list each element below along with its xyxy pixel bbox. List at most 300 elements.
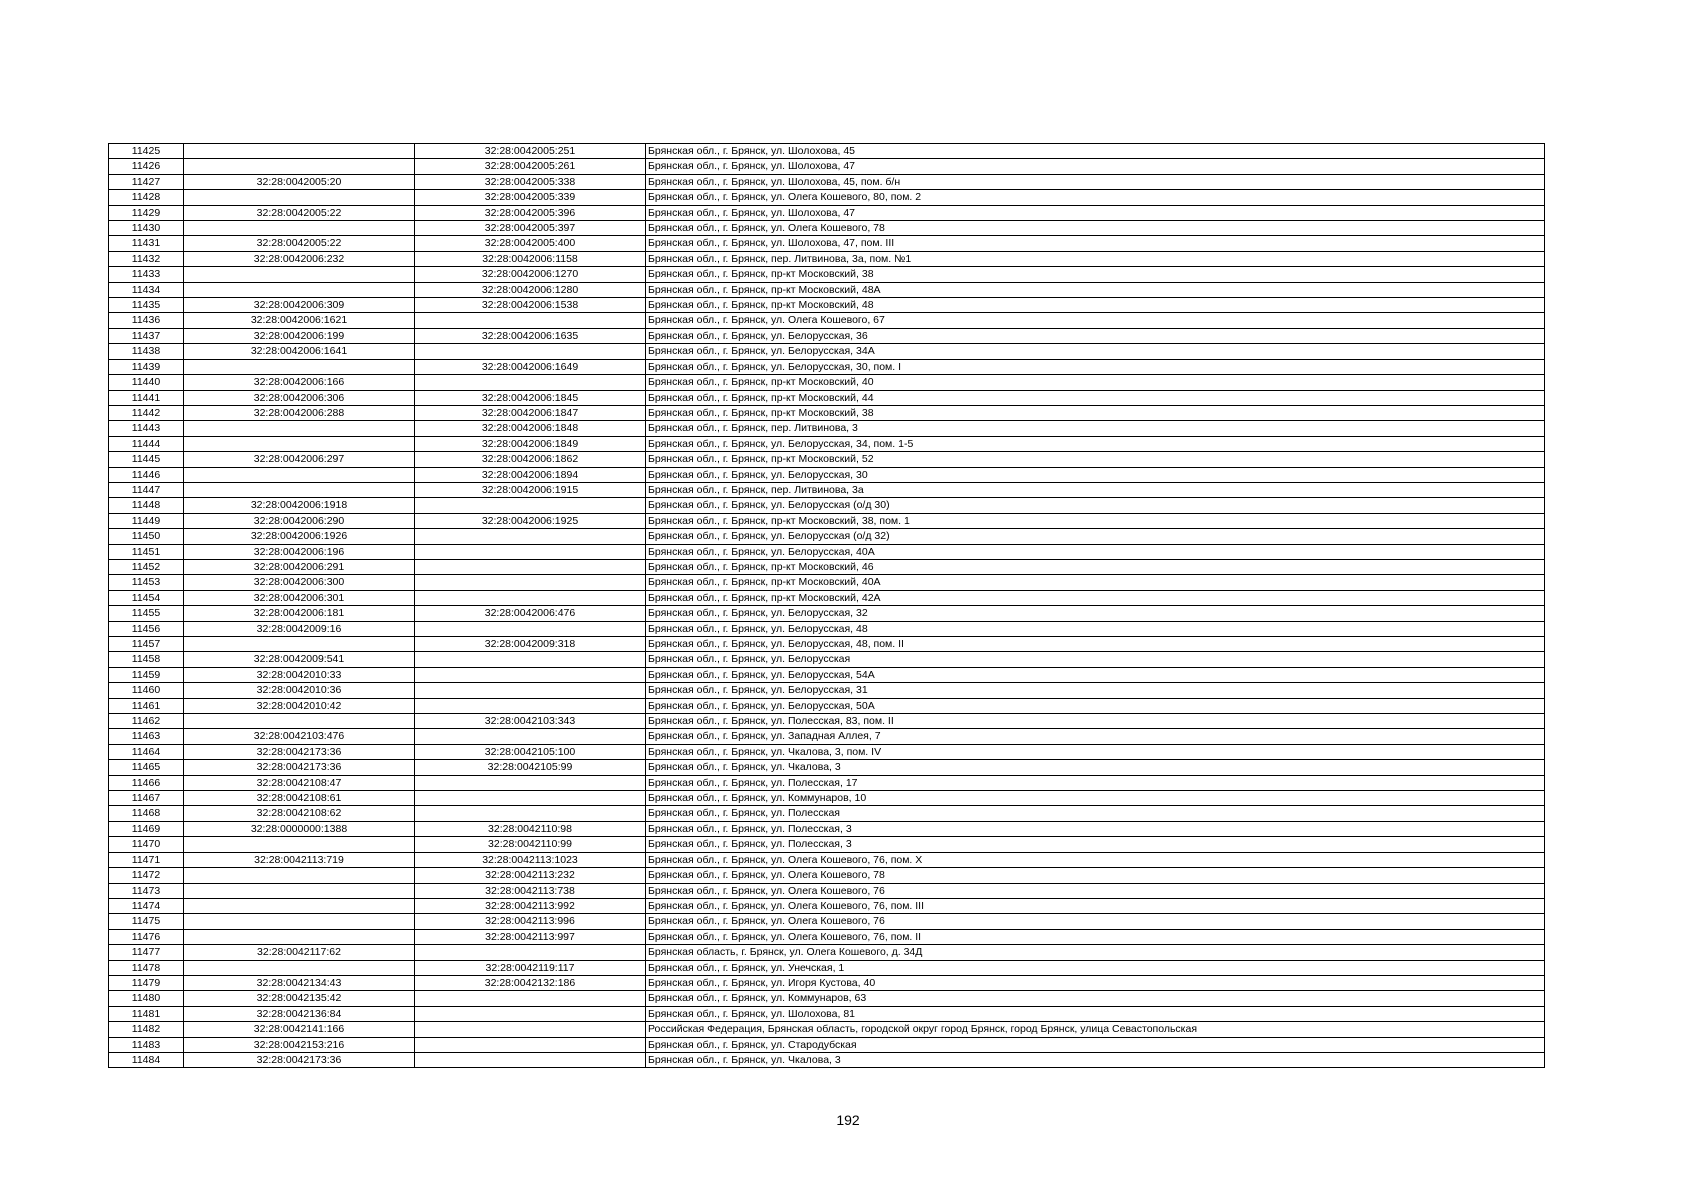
parcel-number-cell: 32:28:0042006:1918 xyxy=(184,498,415,513)
table-row xyxy=(109,837,1545,852)
row-number-cell: 11453 xyxy=(109,575,184,590)
table-row xyxy=(109,683,1545,698)
object-number-cell: 32:28:0042113:738 xyxy=(415,883,646,898)
object-number-cell xyxy=(415,559,646,574)
address-cell: Брянская обл., г. Брянск, ул. Белорусская, 34, пом. 1-5 xyxy=(646,436,1545,451)
address-cell: Брянская обл., г. Брянск, пр-кт Московский, 52 xyxy=(646,452,1545,467)
row-number-cell: 11482 xyxy=(109,1022,184,1037)
parcel-number-cell xyxy=(184,421,415,436)
table-row xyxy=(109,513,1545,528)
object-number-cell: 32:28:0042006:1845 xyxy=(415,390,646,405)
address-cell: Брянская обл., г. Брянск, ул. Олега Кошевого, 78 xyxy=(646,868,1545,883)
row-number-cell: 11435 xyxy=(109,298,184,313)
row-number-cell: 11445 xyxy=(109,452,184,467)
table-row xyxy=(109,714,1545,729)
table-row xyxy=(109,729,1545,744)
parcel-number-cell: 32:28:0042006:297 xyxy=(184,452,415,467)
address-cell: Брянская обл., г. Брянск, ул. Олега Кошевого, 76, пом. II xyxy=(646,929,1545,944)
page-number: 192 xyxy=(836,1112,860,1128)
row-number-cell: 11460 xyxy=(109,683,184,698)
object-number-cell xyxy=(415,683,646,698)
object-number-cell: 32:28:0042105:100 xyxy=(415,744,646,759)
object-number-cell: 32:28:0042006:1915 xyxy=(415,482,646,497)
table-row xyxy=(109,174,1545,189)
address-cell: Брянская обл., г. Брянск, ул. Белорусская, 54А xyxy=(646,667,1545,682)
parcel-number-cell xyxy=(184,868,415,883)
parcel-number-cell xyxy=(184,144,415,159)
address-cell: Брянская обл., г. Брянск, ул. Коммунаров, 63 xyxy=(646,991,1545,1006)
row-number-cell: 11451 xyxy=(109,544,184,559)
row-number-cell: 11480 xyxy=(109,991,184,1006)
row-number-cell: 11444 xyxy=(109,436,184,451)
address-cell: Брянская обл., г. Брянск, ул. Шолохова, 47 xyxy=(646,159,1545,174)
row-number-cell: 11483 xyxy=(109,1037,184,1052)
object-number-cell: 32:28:0042005:261 xyxy=(415,159,646,174)
address-cell: Брянская обл., г. Брянск, ул. Полесская, 83, пом. II xyxy=(646,714,1545,729)
table-row xyxy=(109,590,1545,605)
address-cell: Брянская обл., г. Брянск, ул. Чкалова, 3, пом. IV xyxy=(646,744,1545,759)
object-number-cell xyxy=(415,945,646,960)
table-row xyxy=(109,898,1545,913)
object-number-cell: 32:28:0042006:1925 xyxy=(415,513,646,528)
table-row xyxy=(109,467,1545,482)
address-cell: Брянская обл., г. Брянск, ул. Коммунаров, 10 xyxy=(646,791,1545,806)
table-row xyxy=(109,606,1545,621)
row-number-cell: 11478 xyxy=(109,960,184,975)
object-number-cell xyxy=(415,529,646,544)
row-number-cell: 11455 xyxy=(109,606,184,621)
table-row xyxy=(109,375,1545,390)
parcel-number-cell: 32:28:0042108:62 xyxy=(184,806,415,821)
parcel-number-cell: 32:28:0042005:22 xyxy=(184,236,415,251)
property-table xyxy=(108,143,1545,1068)
address-cell: Брянская область, г. Брянск, ул. Олега Кошевого, д. 34Д xyxy=(646,945,1545,960)
table-row xyxy=(109,791,1545,806)
object-number-cell xyxy=(415,1006,646,1021)
object-number-cell xyxy=(415,1037,646,1052)
parcel-number-cell: 32:28:0042006:199 xyxy=(184,328,415,343)
address-cell: Брянская обл., г. Брянск, ул. Белорусская, 30 xyxy=(646,467,1545,482)
address-cell: Брянская обл., г. Брянск, пр-кт Московский, 48 xyxy=(646,298,1545,313)
address-cell: Брянская обл., г. Брянск, пр-кт Московский, 38 xyxy=(646,267,1545,282)
object-number-cell xyxy=(415,498,646,513)
row-number-cell: 11454 xyxy=(109,590,184,605)
address-cell: Брянская обл., г. Брянск, ул. Чкалова, 3 xyxy=(646,760,1545,775)
address-cell: Брянская обл., г. Брянск, ул. Чкалова, 3 xyxy=(646,1052,1545,1067)
address-cell: Брянская обл., г. Брянск, ул. Олега Кошевого, 78 xyxy=(646,221,1545,236)
parcel-number-cell xyxy=(184,837,415,852)
row-number-cell: 11457 xyxy=(109,637,184,652)
address-cell: Брянская обл., г. Брянск, пр-кт Московский, 44 xyxy=(646,390,1545,405)
parcel-number-cell xyxy=(184,282,415,297)
parcel-number-cell: 32:28:0042006:306 xyxy=(184,390,415,405)
address-cell: Брянская обл., г. Брянск, ул. Белорусская, 30, пом. I xyxy=(646,359,1545,374)
row-number-cell: 11437 xyxy=(109,328,184,343)
object-number-cell: 32:28:0042113:992 xyxy=(415,898,646,913)
parcel-number-cell xyxy=(184,482,415,497)
object-number-cell xyxy=(415,575,646,590)
table-row xyxy=(109,282,1545,297)
parcel-number-cell: 32:28:0042006:301 xyxy=(184,590,415,605)
object-number-cell: 32:28:0042113:996 xyxy=(415,914,646,929)
row-number-cell: 11468 xyxy=(109,806,184,821)
address-cell: Брянская обл., г. Брянск, пр-кт Московский, 40А xyxy=(646,575,1545,590)
row-number-cell: 11433 xyxy=(109,267,184,282)
table-row xyxy=(109,868,1545,883)
object-number-cell xyxy=(415,375,646,390)
object-number-cell xyxy=(415,313,646,328)
parcel-number-cell xyxy=(184,359,415,374)
row-number-cell: 11441 xyxy=(109,390,184,405)
object-number-cell xyxy=(415,1022,646,1037)
table-row xyxy=(109,236,1545,251)
parcel-number-cell: 32:28:0042136:84 xyxy=(184,1006,415,1021)
row-number-cell: 11425 xyxy=(109,144,184,159)
row-number-cell: 11428 xyxy=(109,190,184,205)
address-cell: Брянская обл., г. Брянск, ул. Шолохова, 47, пом. III xyxy=(646,236,1545,251)
parcel-number-cell: 32:28:0042006:181 xyxy=(184,606,415,621)
table-row xyxy=(109,652,1545,667)
object-number-cell xyxy=(415,991,646,1006)
address-cell: Брянская обл., г. Брянск, ул. Полесская xyxy=(646,806,1545,821)
address-cell: Брянская обл., г. Брянск, ул. Унечская, 1 xyxy=(646,960,1545,975)
row-number-cell: 11446 xyxy=(109,467,184,482)
table-row xyxy=(109,1052,1545,1067)
object-number-cell: 32:28:0042006:1862 xyxy=(415,452,646,467)
parcel-number-cell xyxy=(184,267,415,282)
table-row xyxy=(109,344,1545,359)
object-number-cell: 32:28:0042113:1023 xyxy=(415,852,646,867)
table-row xyxy=(109,806,1545,821)
row-number-cell: 11466 xyxy=(109,775,184,790)
table-row xyxy=(109,929,1545,944)
parcel-number-cell: 32:28:0042006:232 xyxy=(184,251,415,266)
object-number-cell xyxy=(415,590,646,605)
parcel-number-cell xyxy=(184,714,415,729)
address-cell: Брянская обл., г. Брянск, ул. Шолохова, 81 xyxy=(646,1006,1545,1021)
address-cell: Брянская обл., г. Брянск, ул. Шолохова, 47 xyxy=(646,205,1545,220)
parcel-number-cell: 32:28:0042009:541 xyxy=(184,652,415,667)
parcel-number-cell: 32:28:0042006:1621 xyxy=(184,313,415,328)
parcel-number-cell: 32:28:0042006:309 xyxy=(184,298,415,313)
row-number-cell: 11477 xyxy=(109,945,184,960)
table-row xyxy=(109,267,1545,282)
parcel-number-cell: 32:28:0042173:36 xyxy=(184,1052,415,1067)
object-number-cell: 32:28:0042006:1849 xyxy=(415,436,646,451)
parcel-number-cell: 32:28:0042006:1926 xyxy=(184,529,415,544)
object-number-cell: 32:28:0042119:117 xyxy=(415,960,646,975)
row-number-cell: 11450 xyxy=(109,529,184,544)
table-row xyxy=(109,760,1545,775)
parcel-number-cell xyxy=(184,929,415,944)
table-row xyxy=(109,205,1545,220)
parcel-number-cell xyxy=(184,960,415,975)
row-number-cell: 11449 xyxy=(109,513,184,528)
row-number-cell: 11440 xyxy=(109,375,184,390)
table-row xyxy=(109,390,1545,405)
row-number-cell: 11464 xyxy=(109,744,184,759)
object-number-cell: 32:28:0042105:99 xyxy=(415,760,646,775)
address-cell: Брянская обл., г. Брянск, ул. Белорусская xyxy=(646,652,1545,667)
address-cell: Брянская обл., г. Брянск, ул. Шолохова, 45 xyxy=(646,144,1545,159)
table-row xyxy=(109,144,1545,159)
object-number-cell: 32:28:0042005:251 xyxy=(415,144,646,159)
address-cell: Брянская обл., г. Брянск, пер. Литвинова, 3 xyxy=(646,421,1545,436)
row-number-cell: 11429 xyxy=(109,205,184,220)
row-number-cell: 11427 xyxy=(109,174,184,189)
parcel-number-cell: 32:28:0042010:33 xyxy=(184,667,415,682)
table-row xyxy=(109,698,1545,713)
parcel-number-cell xyxy=(184,883,415,898)
row-number-cell: 11438 xyxy=(109,344,184,359)
table-row xyxy=(109,914,1545,929)
row-number-cell: 11461 xyxy=(109,698,184,713)
row-number-cell: 11443 xyxy=(109,421,184,436)
table-row xyxy=(109,405,1545,420)
row-number-cell: 11471 xyxy=(109,852,184,867)
object-number-cell xyxy=(415,775,646,790)
address-cell: Брянская обл., г. Брянск, ул. Полесская, 3 xyxy=(646,837,1545,852)
object-number-cell: 32:28:0042006:1538 xyxy=(415,298,646,313)
parcel-number-cell xyxy=(184,159,415,174)
property-table-body xyxy=(109,144,1545,1068)
address-cell: Брянская обл., г. Брянск, ул. Игоря Кустова, 40 xyxy=(646,975,1545,990)
parcel-number-cell xyxy=(184,898,415,913)
row-number-cell: 11456 xyxy=(109,621,184,636)
object-number-cell: 32:28:0042110:99 xyxy=(415,837,646,852)
object-number-cell xyxy=(415,667,646,682)
parcel-number-cell xyxy=(184,221,415,236)
table-row xyxy=(109,498,1545,513)
object-number-cell: 32:28:0042005:339 xyxy=(415,190,646,205)
parcel-number-cell: 32:28:0042153:216 xyxy=(184,1037,415,1052)
address-cell: Брянская обл., г. Брянск, пер. Литвинова, 3а, пом. №1 xyxy=(646,251,1545,266)
parcel-number-cell: 32:28:0042006:166 xyxy=(184,375,415,390)
address-cell: Брянская обл., г. Брянск, ул. Белорусская, 34А xyxy=(646,344,1545,359)
row-number-cell: 11479 xyxy=(109,975,184,990)
parcel-number-cell: 32:28:0042135:42 xyxy=(184,991,415,1006)
row-number-cell: 11459 xyxy=(109,667,184,682)
table-row xyxy=(109,621,1545,636)
row-number-cell: 11474 xyxy=(109,898,184,913)
row-number-cell: 11470 xyxy=(109,837,184,852)
object-number-cell xyxy=(415,791,646,806)
address-cell: Брянская обл., г. Брянск, пр-кт Московский, 46 xyxy=(646,559,1545,574)
address-cell: Брянская обл., г. Брянск, пр-кт Московский, 42А xyxy=(646,590,1545,605)
address-cell: Брянская обл., г. Брянск, пр-кт Московский, 48А xyxy=(646,282,1545,297)
object-number-cell: 32:28:0042006:1270 xyxy=(415,267,646,282)
address-cell: Брянская обл., г. Брянск, пр-кт Московский, 38, пом. 1 xyxy=(646,513,1545,528)
table-row xyxy=(109,482,1545,497)
parcel-number-cell: 32:28:0042009:16 xyxy=(184,621,415,636)
address-cell: Брянская обл., г. Брянск, ул. Полесская, 3 xyxy=(646,821,1545,836)
table-row xyxy=(109,328,1545,343)
row-number-cell: 11462 xyxy=(109,714,184,729)
address-cell: Брянская обл., г. Брянск, ул. Олега Кошевого, 76, пом. III xyxy=(646,898,1545,913)
parcel-number-cell: 32:28:0000000:1388 xyxy=(184,821,415,836)
row-number-cell: 11436 xyxy=(109,313,184,328)
table-row xyxy=(109,1037,1545,1052)
table-row xyxy=(109,883,1545,898)
parcel-number-cell: 32:28:0042173:36 xyxy=(184,744,415,759)
parcel-number-cell: 32:28:0042113:719 xyxy=(184,852,415,867)
address-cell: Брянская обл., г. Брянск, ул. Западная Аллея, 7 xyxy=(646,729,1545,744)
object-number-cell: 32:28:0042006:1158 xyxy=(415,251,646,266)
object-number-cell xyxy=(415,698,646,713)
parcel-number-cell: 32:28:0042010:42 xyxy=(184,698,415,713)
parcel-number-cell xyxy=(184,637,415,652)
parcel-number-cell: 32:28:0042141:166 xyxy=(184,1022,415,1037)
parcel-number-cell: 32:28:0042006:300 xyxy=(184,575,415,590)
parcel-number-cell: 32:28:0042005:20 xyxy=(184,174,415,189)
object-number-cell: 32:28:0042006:476 xyxy=(415,606,646,621)
table-row xyxy=(109,852,1545,867)
address-cell: Брянская обл., г. Брянск, ул. Белорусская (о/д 30) xyxy=(646,498,1545,513)
object-number-cell xyxy=(415,652,646,667)
object-number-cell: 32:28:0042006:1280 xyxy=(415,282,646,297)
parcel-number-cell: 32:28:0042006:291 xyxy=(184,559,415,574)
row-number-cell: 11472 xyxy=(109,868,184,883)
table-row xyxy=(109,559,1545,574)
object-number-cell: 32:28:0042006:1649 xyxy=(415,359,646,374)
row-number-cell: 11430 xyxy=(109,221,184,236)
parcel-number-cell: 32:28:0042006:1641 xyxy=(184,344,415,359)
row-number-cell: 11469 xyxy=(109,821,184,836)
table-row xyxy=(109,1022,1545,1037)
object-number-cell xyxy=(415,544,646,559)
table-row xyxy=(109,821,1545,836)
address-cell: Брянская обл., г. Брянск, ул. Олега Кошевого, 76 xyxy=(646,883,1545,898)
object-number-cell: 32:28:0042113:997 xyxy=(415,929,646,944)
table-row xyxy=(109,251,1545,266)
address-cell: Брянская обл., г. Брянск, ул. Белорусская, 40А xyxy=(646,544,1545,559)
object-number-cell: 32:28:0042006:1635 xyxy=(415,328,646,343)
table-row xyxy=(109,744,1545,759)
parcel-number-cell: 32:28:0042005:22 xyxy=(184,205,415,220)
table-row xyxy=(109,529,1545,544)
address-cell: Брянская обл., г. Брянск, ул. Олега Кошевого, 76 xyxy=(646,914,1545,929)
parcel-number-cell: 32:28:0042117:62 xyxy=(184,945,415,960)
address-cell: Российская Федерация, Брянская область, городской округ город Брянск, город Брянск, улица Севастопольская xyxy=(646,1022,1545,1037)
row-number-cell: 11475 xyxy=(109,914,184,929)
row-number-cell: 11476 xyxy=(109,929,184,944)
table-row xyxy=(109,190,1545,205)
parcel-number-cell: 32:28:0042134:43 xyxy=(184,975,415,990)
address-cell: Брянская обл., г. Брянск, ул. Олега Кошевого, 80, пом. 2 xyxy=(646,190,1545,205)
table-row xyxy=(109,436,1545,451)
table-row xyxy=(109,667,1545,682)
row-number-cell: 11434 xyxy=(109,282,184,297)
address-cell: Брянская обл., г. Брянск, ул. Шолохова, 45, пом. б/н xyxy=(646,174,1545,189)
table-row xyxy=(109,159,1545,174)
table-row xyxy=(109,544,1545,559)
table-row xyxy=(109,991,1545,1006)
object-number-cell xyxy=(415,729,646,744)
object-number-cell: 32:28:0042005:397 xyxy=(415,221,646,236)
parcel-number-cell xyxy=(184,190,415,205)
row-number-cell: 11458 xyxy=(109,652,184,667)
table-row xyxy=(109,960,1545,975)
parcel-number-cell: 32:28:0042103:476 xyxy=(184,729,415,744)
address-cell: Брянская обл., г. Брянск, ул. Белорусская, 48 xyxy=(646,621,1545,636)
object-number-cell: 32:28:0042006:1894 xyxy=(415,467,646,482)
table-row xyxy=(109,945,1545,960)
object-number-cell: 32:28:0042113:232 xyxy=(415,868,646,883)
address-cell: Брянская обл., г. Брянск, пр-кт Московский, 40 xyxy=(646,375,1545,390)
row-number-cell: 11431 xyxy=(109,236,184,251)
row-number-cell: 11448 xyxy=(109,498,184,513)
parcel-number-cell xyxy=(184,436,415,451)
object-number-cell xyxy=(415,1052,646,1067)
object-number-cell: 32:28:0042110:98 xyxy=(415,821,646,836)
object-number-cell: 32:28:0042103:343 xyxy=(415,714,646,729)
parcel-number-cell xyxy=(184,467,415,482)
row-number-cell: 11442 xyxy=(109,405,184,420)
object-number-cell: 32:28:0042005:396 xyxy=(415,205,646,220)
parcel-number-cell: 32:28:0042173:36 xyxy=(184,760,415,775)
address-cell: Брянская обл., г. Брянск, ул. Олега Кошевого, 67 xyxy=(646,313,1545,328)
parcel-number-cell: 32:28:0042010:36 xyxy=(184,683,415,698)
object-number-cell xyxy=(415,806,646,821)
table-row xyxy=(109,775,1545,790)
row-number-cell: 11481 xyxy=(109,1006,184,1021)
row-number-cell: 11484 xyxy=(109,1052,184,1067)
address-cell: Брянская обл., г. Брянск, ул. Белорусская, 32 xyxy=(646,606,1545,621)
address-cell: Брянская обл., г. Брянск, ул. Белорусская, 31 xyxy=(646,683,1545,698)
address-cell: Брянская обл., г. Брянск, ул. Белорусская, 50А xyxy=(646,698,1545,713)
table-row xyxy=(109,221,1545,236)
table-row xyxy=(109,359,1545,374)
row-number-cell: 11463 xyxy=(109,729,184,744)
object-number-cell xyxy=(415,344,646,359)
object-number-cell: 32:28:0042006:1847 xyxy=(415,405,646,420)
parcel-number-cell: 32:28:0042006:196 xyxy=(184,544,415,559)
parcel-number-cell: 32:28:0042108:47 xyxy=(184,775,415,790)
row-number-cell: 11439 xyxy=(109,359,184,374)
table-row xyxy=(109,1006,1545,1021)
address-cell: Брянская обл., г. Брянск, пер. Литвинова, 3а xyxy=(646,482,1545,497)
row-number-cell: 11465 xyxy=(109,760,184,775)
address-cell: Брянская обл., г. Брянск, ул. Полесская, 17 xyxy=(646,775,1545,790)
object-number-cell: 32:28:0042006:1848 xyxy=(415,421,646,436)
object-number-cell: 32:28:0042005:338 xyxy=(415,174,646,189)
table-row xyxy=(109,575,1545,590)
table-row xyxy=(109,637,1545,652)
table-row xyxy=(109,975,1545,990)
row-number-cell: 11432 xyxy=(109,251,184,266)
row-number-cell: 11473 xyxy=(109,883,184,898)
object-number-cell: 32:28:0042009:318 xyxy=(415,637,646,652)
table-row xyxy=(109,298,1545,313)
row-number-cell: 11426 xyxy=(109,159,184,174)
parcel-number-cell: 32:28:0042108:61 xyxy=(184,791,415,806)
object-number-cell: 32:28:0042005:400 xyxy=(415,236,646,251)
address-cell: Брянская обл., г. Брянск, ул. Белорусская, 48, пом. II xyxy=(646,637,1545,652)
table-row xyxy=(109,313,1545,328)
table-row xyxy=(109,452,1545,467)
object-number-cell xyxy=(415,621,646,636)
parcel-number-cell: 32:28:0042006:288 xyxy=(184,405,415,420)
address-cell: Брянская обл., г. Брянск, ул. Олега Кошевого, 76, пом. X xyxy=(646,852,1545,867)
row-number-cell: 11447 xyxy=(109,482,184,497)
address-cell: Брянская обл., г. Брянск, ул. Стародубская xyxy=(646,1037,1545,1052)
row-number-cell: 11467 xyxy=(109,791,184,806)
row-number-cell: 11452 xyxy=(109,559,184,574)
table-row xyxy=(109,421,1545,436)
parcel-number-cell xyxy=(184,914,415,929)
object-number-cell: 32:28:0042132:186 xyxy=(415,975,646,990)
address-cell: Брянская обл., г. Брянск, пр-кт Московский, 38 xyxy=(646,405,1545,420)
